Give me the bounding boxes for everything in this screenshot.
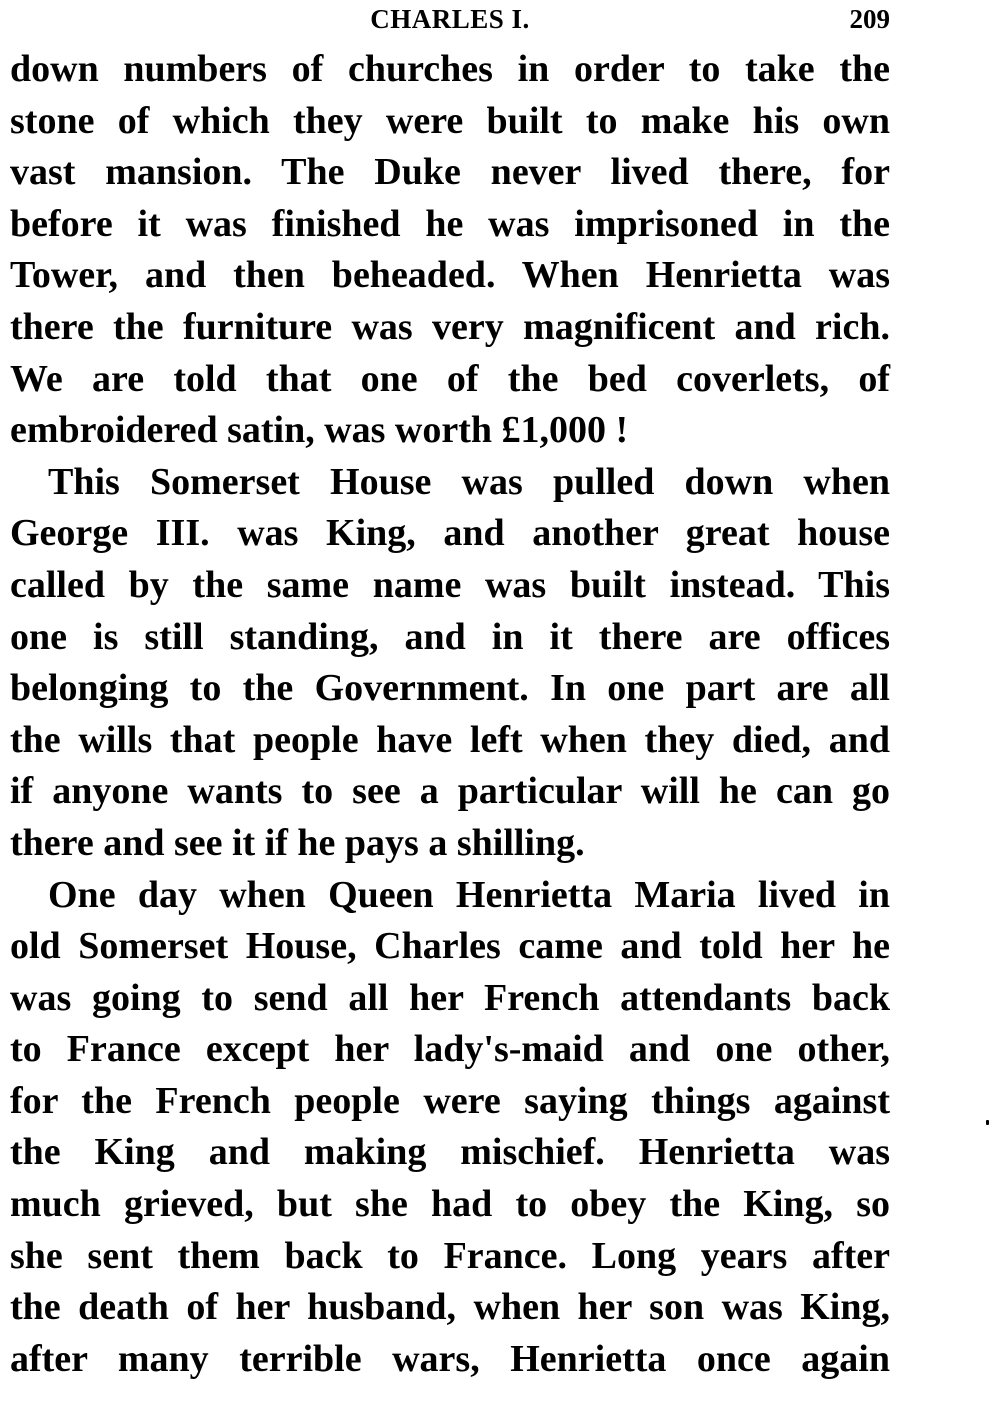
text-line: there and see it if he pays a shilling. — [10, 821, 585, 864]
text-line: vast mansion. The Duke never lived there, for — [10, 151, 890, 194]
text-line: This Somerset House was pulled down when — [48, 460, 890, 503]
text-line: the death of her husband, when her son was King, — [10, 1286, 890, 1329]
text-line: after many terrible wars, Henrietta once again — [10, 1337, 890, 1380]
stray-ink-mark — [986, 1120, 989, 1125]
text-line: called by the same name was built instead. This — [10, 563, 890, 606]
text-line: embroidered satin, was worth £1,000 ! — [10, 409, 629, 452]
book-page — [10, 0, 890, 1385]
text-line: We are told that one of the bed coverlets, of — [10, 357, 890, 400]
running-title: CHARLES I. — [370, 4, 530, 34]
text-line: stone of which they were built to make his own — [10, 99, 890, 142]
text-line: belonging to the Government. In one part are all — [10, 667, 890, 710]
text-line: before it was finished he was imprisoned in the — [10, 202, 890, 245]
text-line: One day when Queen Henrietta Maria lived in — [48, 873, 890, 916]
paragraph — [10, 44, 890, 457]
page-number: 209 — [849, 4, 890, 34]
paragraph — [10, 457, 890, 870]
text-line: if anyone wants to see a particular will he can go — [10, 770, 890, 813]
text-line: was going to send all her French attendants back — [10, 976, 890, 1019]
text-line: she sent them back to France. Long years after — [10, 1234, 890, 1277]
text-line: the King and making mischief. Henrietta was — [10, 1131, 890, 1174]
text-line: for the French people were saying things against — [10, 1079, 890, 1122]
text-line: old Somerset House, Charles came and told her he — [10, 925, 890, 968]
paragraph — [10, 870, 890, 1386]
text-line: George III. was King, and another great house — [10, 512, 890, 555]
running-header — [10, 0, 890, 44]
text-line: there the furniture was very magnificent and rich. — [10, 305, 890, 348]
text-line: much grieved, but she had to obey the King, so — [10, 1183, 890, 1226]
text-line: down numbers of churches in order to take the — [10, 48, 890, 90]
text-line: to France except her lady's-maid and one other, — [10, 1028, 890, 1071]
text-line: one is still standing, and in it there are offices — [10, 615, 890, 658]
body-text — [10, 44, 890, 1385]
text-line: Tower, and then beheaded. When Henrietta was — [10, 254, 890, 297]
text-line: the wills that people have left when they died, and — [10, 718, 890, 761]
